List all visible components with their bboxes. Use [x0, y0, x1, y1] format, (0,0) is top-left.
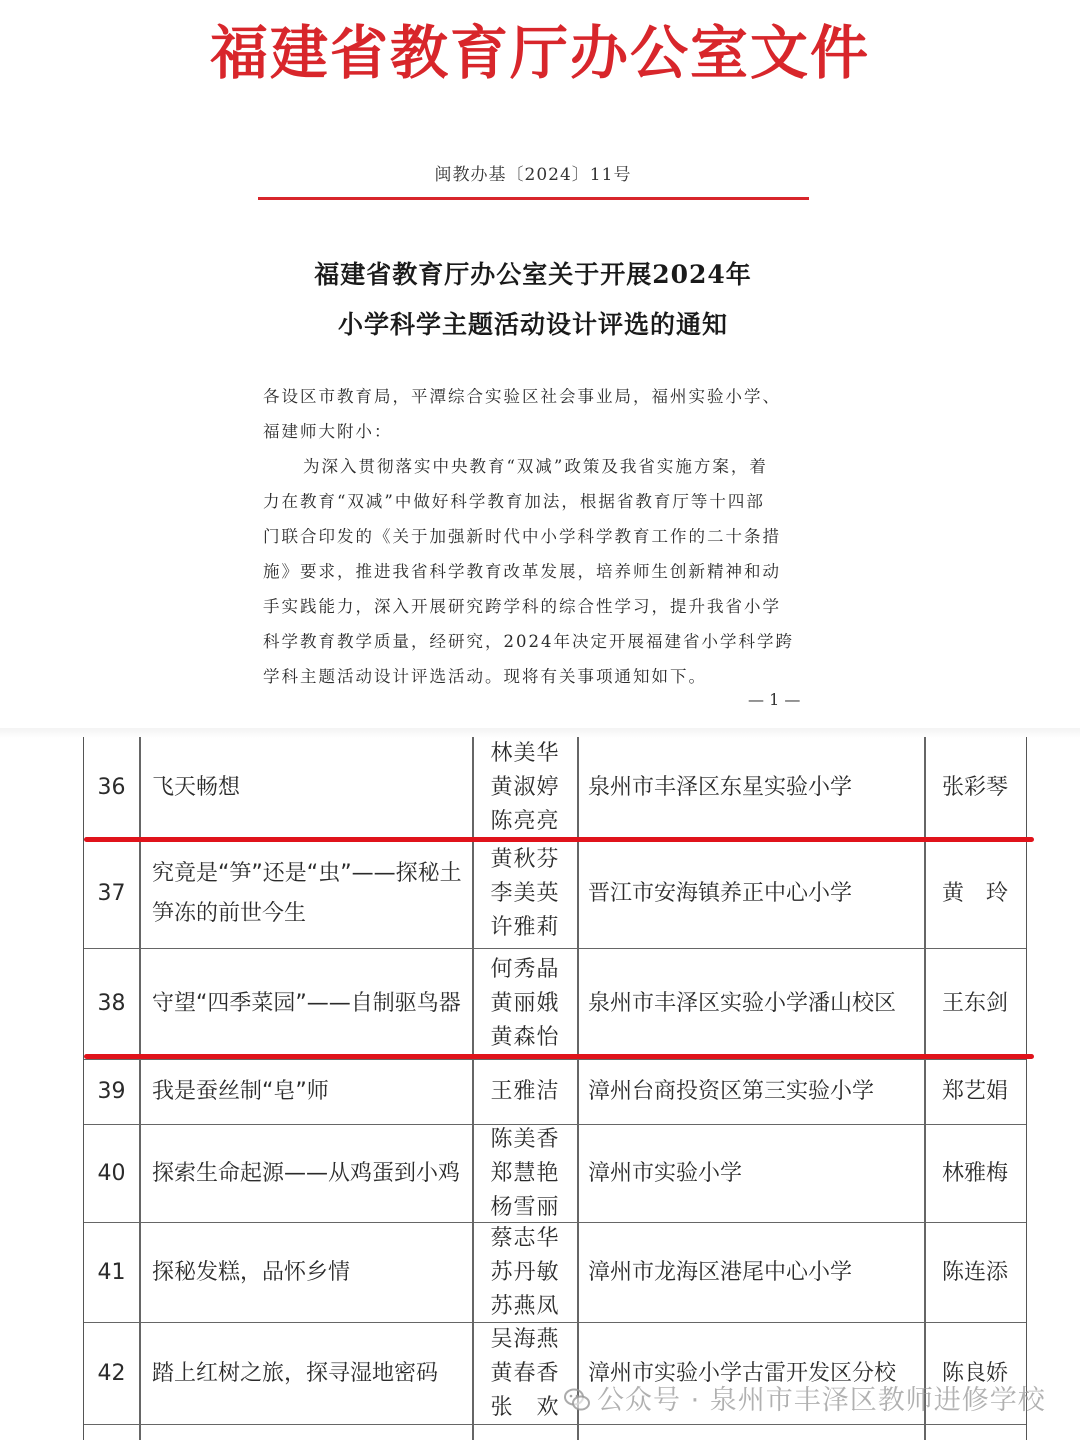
table-row — [84, 1223, 1026, 1323]
column-divider — [139, 737, 141, 1440]
document-number: 闽教办基〔2024〕11号 — [434, 165, 632, 185]
author-name: 吴海燕 — [490, 1326, 560, 1352]
body-line: 为深入贯彻落实中央教育“双减”政策及我省实施方案，着 — [303, 457, 768, 476]
page-number: — 1 — — [748, 690, 801, 709]
advisor-name: 林雅梅 — [941, 1160, 1008, 1186]
activity-title: 我是蚕丝制“皂”师 — [152, 1079, 329, 1104]
school-name: 漳州市实验小学 — [588, 1160, 743, 1186]
body-line: 力在教育“双减”中做好科学教育加法，根据省教育厅等十四部 — [263, 492, 765, 511]
activity-title: 探索生命起源——从鸡蛋到小鸡 — [152, 1160, 461, 1186]
notice-title-line2: 小学科学主题活动设计评选的通知 — [337, 310, 728, 339]
notice-title-line1: 福建省教育厅办公室关于开展2024年 — [314, 260, 752, 289]
red-divider — [258, 197, 809, 200]
table-row — [84, 1125, 1026, 1223]
school-name: 晋江市安海镇养正中心小学 — [588, 881, 853, 906]
column-divider — [472, 737, 474, 1440]
table-row — [84, 949, 1026, 1060]
body-line: 学科主题活动设计评选活动。现将有关事项通知如下。 — [263, 667, 707, 686]
watermark-text: 公众号 · 泉州市丰泽区教师进修学校 — [597, 1385, 1046, 1416]
advisor-name: 张彩琴 — [941, 775, 1008, 800]
column-divider — [577, 737, 579, 1440]
wechat-icon — [563, 1386, 591, 1414]
school-name: 泉州市丰泽区东星实验小学 — [588, 775, 853, 800]
activity-title: 探秘发糕，品怀乡情 — [152, 1259, 351, 1285]
authors-cell — [473, 1125, 577, 1222]
author-name: 蔡志华 — [490, 1225, 560, 1251]
row-number: 37 — [97, 881, 126, 906]
row-number: 41 — [97, 1259, 126, 1285]
authors-cell — [473, 737, 577, 839]
author-name: 陈美香 — [490, 1126, 560, 1152]
body-line: 福建师大附小： — [263, 422, 393, 441]
activity-title: 究竟是“笋”还是“虫”——探秘土笋冻的前世今生 — [152, 861, 462, 926]
activity-title: 守望“四季菜园”——自制驱鸟器 — [152, 991, 461, 1016]
author-name: 张 欢 — [490, 1394, 560, 1420]
table-row — [84, 1060, 1026, 1125]
author-name: 陈亮亮 — [490, 809, 560, 834]
watermark — [563, 1378, 1046, 1417]
school-name: 漳州市龙海区港尾中心小学 — [588, 1259, 853, 1285]
author-name: 黄淑婷 — [490, 775, 560, 800]
advisor-name: 郑艺娟 — [941, 1079, 1008, 1104]
school-name: 泉州市丰泽区实验小学潘山校区 — [588, 991, 897, 1016]
table-row — [84, 737, 1026, 840]
author-name: 苏丹敏 — [490, 1259, 560, 1285]
body-line: 科学教育教学质量，经研究，2024年决定开展福建省小学科学跨 — [263, 632, 794, 651]
authors-cell — [473, 1323, 577, 1424]
table-row — [84, 840, 1026, 949]
highlight-line — [84, 1054, 1034, 1059]
body-line: 施》要求，推进我省科学教育改革发展，培养师生创新精神和动 — [263, 562, 781, 581]
activity-title: 飞天畅想 — [152, 775, 241, 800]
authors-cell — [473, 840, 577, 948]
row-number: 39 — [97, 1079, 126, 1104]
author-name: 黄丽娥 — [490, 991, 560, 1016]
author-name: 黄春香 — [490, 1360, 560, 1386]
column-divider — [924, 737, 926, 1440]
advisor-name: 陈连添 — [941, 1259, 1008, 1285]
author-name: 黄秋芬 — [490, 847, 560, 872]
author-name: 何秀晶 — [490, 957, 560, 982]
row-number: 38 — [97, 991, 126, 1016]
advisor-name: 陈良娇 — [941, 1360, 1008, 1386]
activity-title: 踏上红树之旅，探寻湿地密码 — [152, 1360, 439, 1386]
author-name: 许雅莉 — [490, 915, 560, 940]
author-name: 杨雪丽 — [490, 1194, 560, 1220]
row-number: 40 — [97, 1160, 126, 1186]
award-table — [83, 737, 1027, 1440]
authors-cell — [473, 1060, 577, 1124]
row-number: 42 — [97, 1360, 126, 1386]
document-header-title: 福建省教育厅办公室文件 — [209, 19, 870, 87]
authors-cell — [473, 1223, 577, 1322]
row-number: 36 — [97, 775, 126, 800]
body-line: 门联合印发的《关于加强新时代中小学科学教育工作的二十条措 — [263, 527, 781, 546]
school-name: 漳州台商投资区第三实验小学 — [588, 1079, 875, 1104]
author-name: 王雅洁 — [490, 1079, 560, 1104]
advisor-name: 黄 玲 — [941, 881, 1008, 906]
body-line: 手实践能力，深入开展研究跨学科的综合性学习，提升我省小学 — [263, 597, 781, 616]
author-name: 黄森怡 — [490, 1025, 560, 1050]
author-name: 郑慧艳 — [490, 1160, 560, 1186]
highlight-line — [84, 837, 1034, 842]
advisor-name: 王东剑 — [941, 991, 1008, 1016]
author-name: 林美华 — [490, 741, 560, 766]
body-line: 各设区市教育局，平潭综合实验区社会事业局，福州实验小学、 — [263, 387, 781, 406]
school-name: 漳州市实验小学古雷开发区分校 — [588, 1360, 897, 1386]
author-name: 苏燕凤 — [490, 1293, 560, 1319]
authors-cell — [473, 949, 577, 1059]
author-name: 李美英 — [490, 881, 560, 906]
